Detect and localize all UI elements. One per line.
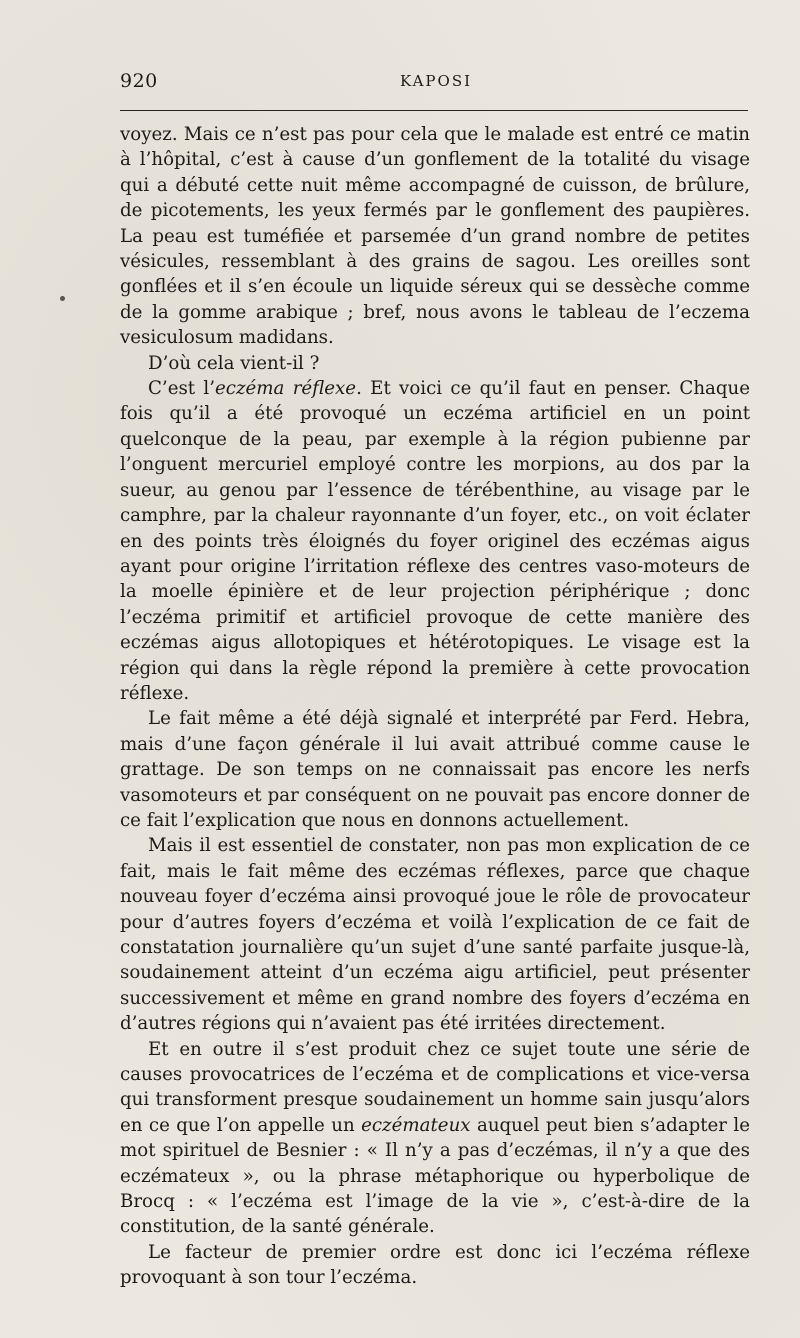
paragraph-7: Le facteur de premier ordre est donc ici l’eczéma réflexe provoquant à son tour l’eczéma. [120, 1241, 750, 1289]
paragraph-3 [120, 376, 750, 706]
paragraph-6-end: auquel peut bien s’adapter le mot spirituel de Besnier : « Il n’y a pas d’eczémas, il n’y a que des eczémateux », ou la phrase métaphorique ou hyperbolique de Brocq : « l’eczéma est l’image de la vie », c’est-à-dire de la constitution, de la santé générale. [120, 1114, 750, 1238]
header-rule [120, 110, 748, 111]
paragraph-3-emphasis: eczéma réflexe [215, 378, 357, 400]
paragraph-3-start: C’est l’ [148, 378, 216, 400]
ink-spot [60, 296, 65, 301]
paragraph-6-emphasis: eczémateux [361, 1114, 471, 1136]
paragraph-3-end: . Et voici ce qu’il faut en penser. Chaque fois qu’il a été provoqué un eczéma artificiel en un point quelconque de la peau, par exemple à la région pubienne par l’onguent mercuriel employé contre les morpions, au dos par la sueur, au genou par l’essence de térébenthine, au visage par le camphre, par la chaleur rayonnante d’un foyer, etc., on voit éclater en des points très éloignés du foyer originel des eczémas aigus ayant pour origine l’irritation réflexe des centres vaso-moteurs de la moelle épinière et de leur projection périphérique ; donc l’eczéma primitif et artificiel provoque de cette manière des eczémas aigus allotopiques et hétérotopiques. Le visage est la région qui dans la règle répond la première à cette provocation réflexe. [120, 378, 750, 704]
page-header [120, 70, 750, 100]
running-title: KAPOSI [400, 72, 473, 90]
paragraph-4: Le fait même a été déjà signalé et interprété par Ferd. Hebra, mais d’une façon générale il lui avait attribué comme cause le grattage. De son temps on ne connaissait pas encore les nerfs vasomoteurs et par conséquent on ne pouvait pas encore donner de ce fait l’explication que nous en donnons actuellement. [120, 708, 750, 831]
page-number: 920 [120, 70, 158, 92]
paragraph-6 [120, 1037, 750, 1240]
paragraph-5: Mais il est essentiel de constater, non pas mon explication de ce fait, mais le fait même des eczémas réflexes, parce que chaque nouveau foyer d’eczéma ainsi provoqué joue le rôle de provocateur pour d’autres foyers d’eczéma et voilà l’explication de ce fait de constatation journalière qu’un sujet d’une santé parfaite jusque-là, soudainement atteint d’un eczéma aigu artificiel, peut présenter successivement et même en grand nombre des foyers d’eczéma en d’autres régions qui n’avaient pas été irritées directement. [120, 835, 750, 1035]
paragraph-2: D’où cela vient-il ? [148, 352, 320, 374]
paragraph-6-start: Et en outre il s’est produit chez ce sujet toute une série de causes provocatrices de l’eczéma et de complications et vice-versa qui transforment presque soudainement un homme sain jusqu’alors en ce que l’on appelle un [120, 1038, 750, 1136]
paragraph-1: voyez. Mais ce n’est pas pour cela que le malade est entré ce matin à l’hôpital, c’est à cause d’un gonflement de la totalité du visage qui a débuté cette nuit même accompagné de cuisson, de brûlure, de picotements, les yeux fermés par le gonflement des paupières. La peau est tuméfiée et parsemée d’un grand nombre de petites vésicules, ressemblant à des grains de sagou. Les oreilles sont gonflées et il s’en écoule un liquide séreux qui se dessèche comme de la gomme arabique ; bref, nous avons le tableau de l’eczema vesiculosum madidans. [120, 124, 750, 349]
body-text [120, 122, 750, 1291]
